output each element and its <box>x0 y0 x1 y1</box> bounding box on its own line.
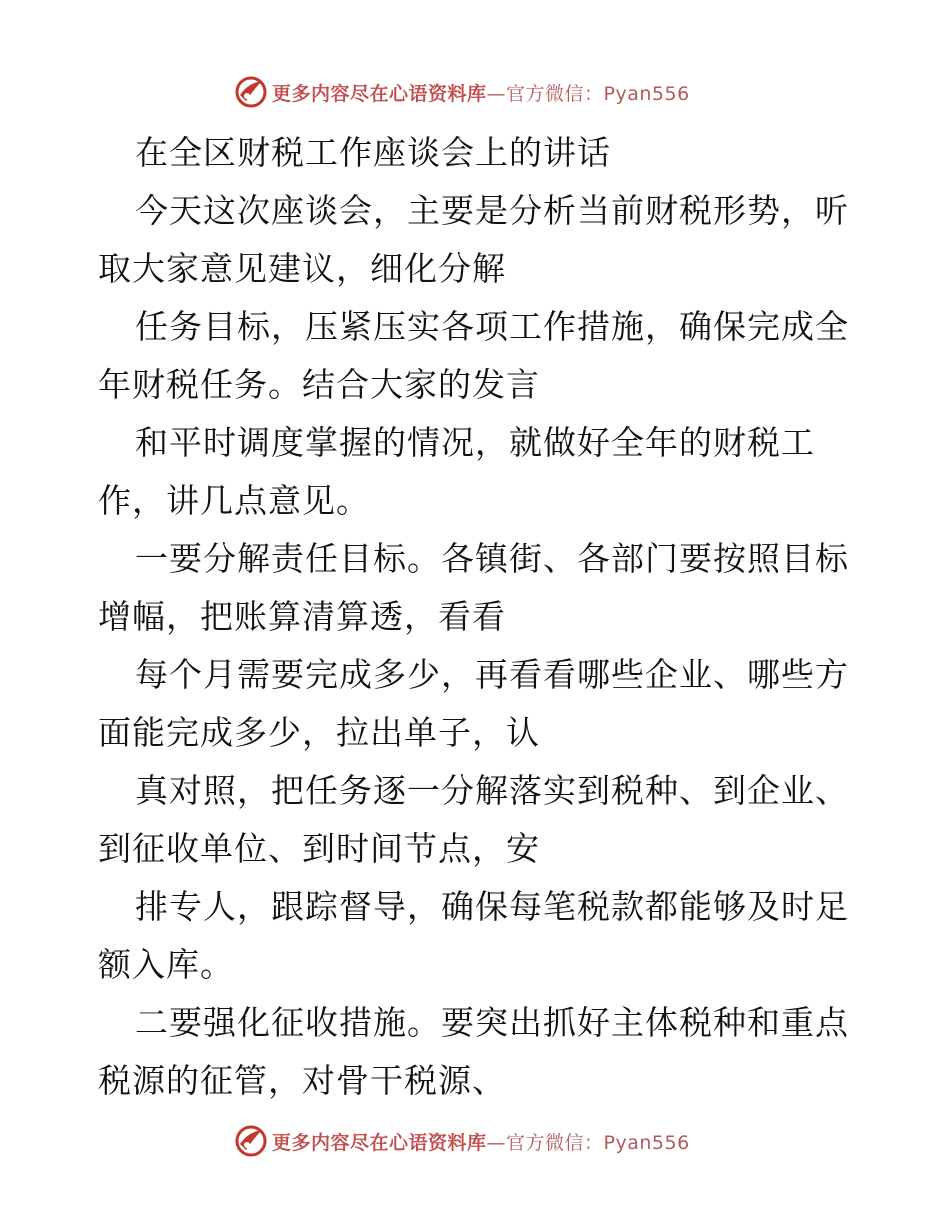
logo-icon <box>234 1124 268 1158</box>
text-line: 二要强化征收措施。要突出抓好主体税种和重点 <box>135 1003 849 1042</box>
text-line: 作，讲几点意见。 <box>98 481 370 520</box>
banner-sub-text: —官方微信：Pyan556 <box>486 82 690 105</box>
text-line: 排专人，跟踪督导，确保每笔税款都能够及时足 <box>135 887 849 926</box>
text-line: 增幅，把账算清算透，看看 <box>98 597 506 636</box>
text-line: 真对照，把任务逐一分解落实到税种、到企业、 <box>135 771 849 810</box>
logo-icon <box>234 75 268 109</box>
text-line: 额入库。 <box>98 945 234 984</box>
text-line: 今天这次座谈会，主要是分析当前财税形势，听 <box>135 191 849 230</box>
text-line: 税源的征管，对骨干税源、 <box>98 1061 506 1100</box>
text-line: 到征收单位、到时间节点，安 <box>98 829 540 868</box>
text-line: 任务目标，压紧压实各项工作措施，确保完成全 <box>135 307 849 346</box>
text-line: 面能完成多少，拉出单子，认 <box>98 713 540 752</box>
banner-sub-text: —官方微信：Pyan556 <box>486 1131 690 1154</box>
footer-banner <box>234 1121 690 1161</box>
text-line: 年财税任务。结合大家的发言 <box>98 365 540 404</box>
document-body <box>98 124 858 1110</box>
header-banner <box>234 72 690 112</box>
banner-main-text: 更多内容尽在心语资料库 <box>272 82 487 105</box>
text-line: 在全区财税工作座谈会上的讲话 <box>135 133 611 172</box>
text-line: 和平时调度掌握的情况，就做好全年的财税工 <box>135 423 815 462</box>
text-line: 取大家意见建议，细化分解 <box>98 249 506 288</box>
text-line: 一要分解责任目标。各镇街、各部门要按照目标 <box>135 539 849 578</box>
text-line: 每个月需要完成多少，再看看哪些企业、哪些方 <box>135 655 849 694</box>
banner-main-text: 更多内容尽在心语资料库 <box>272 1131 487 1154</box>
